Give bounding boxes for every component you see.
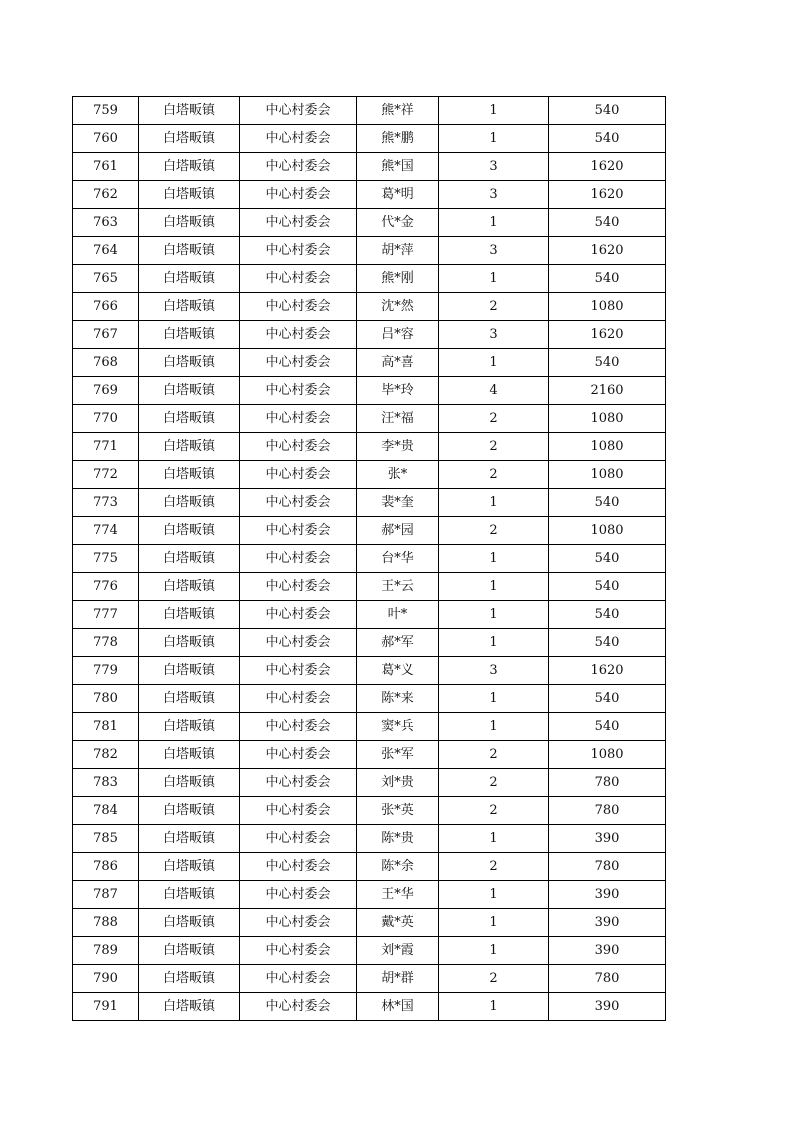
village-committee-cell: 中心村委会 bbox=[240, 657, 357, 685]
table-row bbox=[73, 741, 666, 769]
amount-cell: 540 bbox=[549, 489, 666, 517]
village-committee-cell: 中心村委会 bbox=[240, 153, 357, 181]
table-row bbox=[73, 181, 666, 209]
row-number-cell: 770 bbox=[73, 405, 139, 433]
town-cell: 白塔畈镇 bbox=[139, 545, 240, 573]
person-count-cell: 1 bbox=[439, 881, 549, 909]
recipient-name-cell: 葛*明 bbox=[357, 181, 439, 209]
town-cell: 白塔畈镇 bbox=[139, 909, 240, 937]
table-row bbox=[73, 825, 666, 853]
village-committee-cell: 中心村委会 bbox=[240, 769, 357, 797]
recipient-name-cell: 郝*军 bbox=[357, 629, 439, 657]
amount-cell: 540 bbox=[549, 629, 666, 657]
village-committee-cell: 中心村委会 bbox=[240, 741, 357, 769]
person-count-cell: 1 bbox=[439, 909, 549, 937]
recipient-name-cell: 陈*来 bbox=[357, 685, 439, 713]
recipient-name-cell: 胡*萍 bbox=[357, 237, 439, 265]
town-cell: 白塔畈镇 bbox=[139, 741, 240, 769]
amount-cell: 1620 bbox=[549, 181, 666, 209]
table-row bbox=[73, 965, 666, 993]
village-committee-cell: 中心村委会 bbox=[240, 321, 357, 349]
amount-cell: 540 bbox=[549, 125, 666, 153]
village-committee-cell: 中心村委会 bbox=[240, 573, 357, 601]
amount-cell: 540 bbox=[549, 713, 666, 741]
town-cell: 白塔畈镇 bbox=[139, 657, 240, 685]
amount-cell: 1080 bbox=[549, 405, 666, 433]
recipient-name-cell: 郝*园 bbox=[357, 517, 439, 545]
row-number-cell: 776 bbox=[73, 573, 139, 601]
recipient-name-cell: 王*华 bbox=[357, 881, 439, 909]
row-number-cell: 789 bbox=[73, 937, 139, 965]
town-cell: 白塔畈镇 bbox=[139, 713, 240, 741]
person-count-cell: 1 bbox=[439, 685, 549, 713]
amount-cell: 1080 bbox=[549, 461, 666, 489]
town-cell: 白塔畈镇 bbox=[139, 629, 240, 657]
person-count-cell: 2 bbox=[439, 517, 549, 545]
town-cell: 白塔畈镇 bbox=[139, 433, 240, 461]
amount-cell: 1620 bbox=[549, 657, 666, 685]
village-committee-cell: 中心村委会 bbox=[240, 825, 357, 853]
row-number-cell: 760 bbox=[73, 125, 139, 153]
amount-cell: 2160 bbox=[549, 377, 666, 405]
amount-cell: 540 bbox=[549, 265, 666, 293]
village-committee-cell: 中心村委会 bbox=[240, 433, 357, 461]
amount-cell: 540 bbox=[549, 349, 666, 377]
person-count-cell: 1 bbox=[439, 489, 549, 517]
town-cell: 白塔畈镇 bbox=[139, 797, 240, 825]
village-committee-cell: 中心村委会 bbox=[240, 461, 357, 489]
town-cell: 白塔畈镇 bbox=[139, 265, 240, 293]
table-row bbox=[73, 657, 666, 685]
village-committee-cell: 中心村委会 bbox=[240, 797, 357, 825]
person-count-cell: 1 bbox=[439, 209, 549, 237]
amount-cell: 540 bbox=[549, 209, 666, 237]
person-count-cell: 1 bbox=[439, 573, 549, 601]
row-number-cell: 785 bbox=[73, 825, 139, 853]
village-committee-cell: 中心村委会 bbox=[240, 545, 357, 573]
person-count-cell: 3 bbox=[439, 657, 549, 685]
table-row bbox=[73, 881, 666, 909]
row-number-cell: 765 bbox=[73, 265, 139, 293]
person-count-cell: 3 bbox=[439, 153, 549, 181]
amount-cell: 1620 bbox=[549, 153, 666, 181]
village-committee-cell: 中心村委会 bbox=[240, 265, 357, 293]
town-cell: 白塔畈镇 bbox=[139, 237, 240, 265]
village-committee-cell: 中心村委会 bbox=[240, 965, 357, 993]
person-count-cell: 1 bbox=[439, 601, 549, 629]
village-committee-cell: 中心村委会 bbox=[240, 881, 357, 909]
row-number-cell: 768 bbox=[73, 349, 139, 377]
person-count-cell: 2 bbox=[439, 769, 549, 797]
row-number-cell: 775 bbox=[73, 545, 139, 573]
recipient-name-cell: 张*英 bbox=[357, 797, 439, 825]
recipient-name-cell: 汪*福 bbox=[357, 405, 439, 433]
table-row bbox=[73, 937, 666, 965]
person-count-cell: 1 bbox=[439, 97, 549, 125]
row-number-cell: 780 bbox=[73, 685, 139, 713]
row-number-cell: 787 bbox=[73, 881, 139, 909]
recipient-name-cell: 台*华 bbox=[357, 545, 439, 573]
table-row bbox=[73, 545, 666, 573]
recipient-name-cell: 熊*祥 bbox=[357, 97, 439, 125]
amount-cell: 390 bbox=[549, 937, 666, 965]
village-committee-cell: 中心村委会 bbox=[240, 601, 357, 629]
village-committee-cell: 中心村委会 bbox=[240, 853, 357, 881]
recipient-name-cell: 高*喜 bbox=[357, 349, 439, 377]
town-cell: 白塔畈镇 bbox=[139, 293, 240, 321]
town-cell: 白塔畈镇 bbox=[139, 853, 240, 881]
row-number-cell: 791 bbox=[73, 993, 139, 1021]
recipient-name-cell: 代*金 bbox=[357, 209, 439, 237]
roster-table bbox=[72, 96, 666, 1021]
table-row bbox=[73, 797, 666, 825]
amount-cell: 1080 bbox=[549, 517, 666, 545]
person-count-cell: 1 bbox=[439, 265, 549, 293]
row-number-cell: 783 bbox=[73, 769, 139, 797]
person-count-cell: 1 bbox=[439, 937, 549, 965]
town-cell: 白塔畈镇 bbox=[139, 825, 240, 853]
row-number-cell: 763 bbox=[73, 209, 139, 237]
village-committee-cell: 中心村委会 bbox=[240, 629, 357, 657]
person-count-cell: 1 bbox=[439, 713, 549, 741]
row-number-cell: 788 bbox=[73, 909, 139, 937]
recipient-name-cell: 张* bbox=[357, 461, 439, 489]
town-cell: 白塔畈镇 bbox=[139, 153, 240, 181]
town-cell: 白塔畈镇 bbox=[139, 937, 240, 965]
table-row bbox=[73, 461, 666, 489]
person-count-cell: 4 bbox=[439, 377, 549, 405]
town-cell: 白塔畈镇 bbox=[139, 517, 240, 545]
person-count-cell: 2 bbox=[439, 965, 549, 993]
recipient-name-cell: 刘*霞 bbox=[357, 937, 439, 965]
town-cell: 白塔畈镇 bbox=[139, 125, 240, 153]
person-count-cell: 2 bbox=[439, 293, 549, 321]
village-committee-cell: 中心村委会 bbox=[240, 125, 357, 153]
amount-cell: 540 bbox=[549, 601, 666, 629]
village-committee-cell: 中心村委会 bbox=[240, 181, 357, 209]
table-row bbox=[73, 349, 666, 377]
recipient-name-cell: 张*军 bbox=[357, 741, 439, 769]
town-cell: 白塔畈镇 bbox=[139, 993, 240, 1021]
town-cell: 白塔畈镇 bbox=[139, 965, 240, 993]
recipient-name-cell: 熊*国 bbox=[357, 153, 439, 181]
person-count-cell: 1 bbox=[439, 629, 549, 657]
table-row bbox=[73, 237, 666, 265]
village-committee-cell: 中心村委会 bbox=[240, 713, 357, 741]
table-row bbox=[73, 265, 666, 293]
row-number-cell: 784 bbox=[73, 797, 139, 825]
table-row bbox=[73, 713, 666, 741]
amount-cell: 390 bbox=[549, 881, 666, 909]
recipient-name-cell: 裴*奎 bbox=[357, 489, 439, 517]
person-count-cell: 2 bbox=[439, 433, 549, 461]
row-number-cell: 759 bbox=[73, 97, 139, 125]
roster-table-body bbox=[73, 97, 666, 1021]
town-cell: 白塔畈镇 bbox=[139, 601, 240, 629]
recipient-name-cell: 沈*然 bbox=[357, 293, 439, 321]
village-committee-cell: 中心村委会 bbox=[240, 405, 357, 433]
recipient-name-cell: 陈*贵 bbox=[357, 825, 439, 853]
amount-cell: 1080 bbox=[549, 293, 666, 321]
town-cell: 白塔畈镇 bbox=[139, 685, 240, 713]
recipient-name-cell: 毕*玲 bbox=[357, 377, 439, 405]
amount-cell: 390 bbox=[549, 825, 666, 853]
amount-cell: 780 bbox=[549, 769, 666, 797]
row-number-cell: 778 bbox=[73, 629, 139, 657]
town-cell: 白塔畈镇 bbox=[139, 769, 240, 797]
town-cell: 白塔畈镇 bbox=[139, 461, 240, 489]
town-cell: 白塔畈镇 bbox=[139, 321, 240, 349]
recipient-name-cell: 陈*余 bbox=[357, 853, 439, 881]
row-number-cell: 790 bbox=[73, 965, 139, 993]
table-row bbox=[73, 489, 666, 517]
person-count-cell: 2 bbox=[439, 405, 549, 433]
row-number-cell: 769 bbox=[73, 377, 139, 405]
recipient-name-cell: 刘*贵 bbox=[357, 769, 439, 797]
recipient-name-cell: 戴*英 bbox=[357, 909, 439, 937]
person-count-cell: 3 bbox=[439, 237, 549, 265]
town-cell: 白塔畈镇 bbox=[139, 489, 240, 517]
table-row bbox=[73, 629, 666, 657]
amount-cell: 540 bbox=[549, 685, 666, 713]
recipient-name-cell: 葛*义 bbox=[357, 657, 439, 685]
amount-cell: 780 bbox=[549, 965, 666, 993]
person-count-cell: 1 bbox=[439, 545, 549, 573]
recipient-name-cell: 林*国 bbox=[357, 993, 439, 1021]
town-cell: 白塔畈镇 bbox=[139, 209, 240, 237]
amount-cell: 1620 bbox=[549, 321, 666, 349]
person-count-cell: 3 bbox=[439, 181, 549, 209]
village-committee-cell: 中心村委会 bbox=[240, 937, 357, 965]
amount-cell: 540 bbox=[549, 573, 666, 601]
person-count-cell: 1 bbox=[439, 993, 549, 1021]
town-cell: 白塔畈镇 bbox=[139, 349, 240, 377]
town-cell: 白塔畈镇 bbox=[139, 881, 240, 909]
village-committee-cell: 中心村委会 bbox=[240, 489, 357, 517]
row-number-cell: 767 bbox=[73, 321, 139, 349]
table-row bbox=[73, 377, 666, 405]
recipient-name-cell: 王*云 bbox=[357, 573, 439, 601]
amount-cell: 780 bbox=[549, 853, 666, 881]
table-row bbox=[73, 433, 666, 461]
person-count-cell: 1 bbox=[439, 825, 549, 853]
person-count-cell: 3 bbox=[439, 321, 549, 349]
row-number-cell: 777 bbox=[73, 601, 139, 629]
row-number-cell: 782 bbox=[73, 741, 139, 769]
table-row bbox=[73, 293, 666, 321]
recipient-name-cell: 熊*刚 bbox=[357, 265, 439, 293]
table-row bbox=[73, 993, 666, 1021]
recipient-name-cell: 窦*兵 bbox=[357, 713, 439, 741]
village-committee-cell: 中心村委会 bbox=[240, 993, 357, 1021]
town-cell: 白塔畈镇 bbox=[139, 97, 240, 125]
table-row bbox=[73, 405, 666, 433]
table-row bbox=[73, 517, 666, 545]
village-committee-cell: 中心村委会 bbox=[240, 909, 357, 937]
table-row bbox=[73, 685, 666, 713]
amount-cell: 1080 bbox=[549, 433, 666, 461]
village-committee-cell: 中心村委会 bbox=[240, 97, 357, 125]
town-cell: 白塔畈镇 bbox=[139, 377, 240, 405]
amount-cell: 390 bbox=[549, 993, 666, 1021]
person-count-cell: 2 bbox=[439, 741, 549, 769]
amount-cell: 540 bbox=[549, 545, 666, 573]
recipient-name-cell: 吕*容 bbox=[357, 321, 439, 349]
amount-cell: 1080 bbox=[549, 741, 666, 769]
person-count-cell: 1 bbox=[439, 349, 549, 377]
row-number-cell: 772 bbox=[73, 461, 139, 489]
row-number-cell: 771 bbox=[73, 433, 139, 461]
table-row bbox=[73, 125, 666, 153]
recipient-name-cell: 叶* bbox=[357, 601, 439, 629]
table-row bbox=[73, 769, 666, 797]
amount-cell: 780 bbox=[549, 797, 666, 825]
row-number-cell: 786 bbox=[73, 853, 139, 881]
person-count-cell: 2 bbox=[439, 461, 549, 489]
row-number-cell: 779 bbox=[73, 657, 139, 685]
amount-cell: 1620 bbox=[549, 237, 666, 265]
row-number-cell: 773 bbox=[73, 489, 139, 517]
village-committee-cell: 中心村委会 bbox=[240, 293, 357, 321]
village-committee-cell: 中心村委会 bbox=[240, 517, 357, 545]
village-committee-cell: 中心村委会 bbox=[240, 209, 357, 237]
table-row bbox=[73, 573, 666, 601]
row-number-cell: 762 bbox=[73, 181, 139, 209]
table-row bbox=[73, 321, 666, 349]
table-row bbox=[73, 601, 666, 629]
table-row bbox=[73, 153, 666, 181]
village-committee-cell: 中心村委会 bbox=[240, 377, 357, 405]
town-cell: 白塔畈镇 bbox=[139, 573, 240, 601]
person-count-cell: 2 bbox=[439, 853, 549, 881]
amount-cell: 390 bbox=[549, 909, 666, 937]
table-row bbox=[73, 909, 666, 937]
village-committee-cell: 中心村委会 bbox=[240, 237, 357, 265]
row-number-cell: 764 bbox=[73, 237, 139, 265]
person-count-cell: 1 bbox=[439, 125, 549, 153]
row-number-cell: 766 bbox=[73, 293, 139, 321]
recipient-name-cell: 李*贵 bbox=[357, 433, 439, 461]
town-cell: 白塔畈镇 bbox=[139, 405, 240, 433]
table-row bbox=[73, 209, 666, 237]
recipient-name-cell: 熊*鹏 bbox=[357, 125, 439, 153]
amount-cell: 540 bbox=[549, 97, 666, 125]
village-committee-cell: 中心村委会 bbox=[240, 349, 357, 377]
table-row bbox=[73, 97, 666, 125]
town-cell: 白塔畈镇 bbox=[139, 181, 240, 209]
village-committee-cell: 中心村委会 bbox=[240, 685, 357, 713]
table-row bbox=[73, 853, 666, 881]
person-count-cell: 2 bbox=[439, 797, 549, 825]
recipient-name-cell: 胡*群 bbox=[357, 965, 439, 993]
row-number-cell: 761 bbox=[73, 153, 139, 181]
row-number-cell: 781 bbox=[73, 713, 139, 741]
row-number-cell: 774 bbox=[73, 517, 139, 545]
